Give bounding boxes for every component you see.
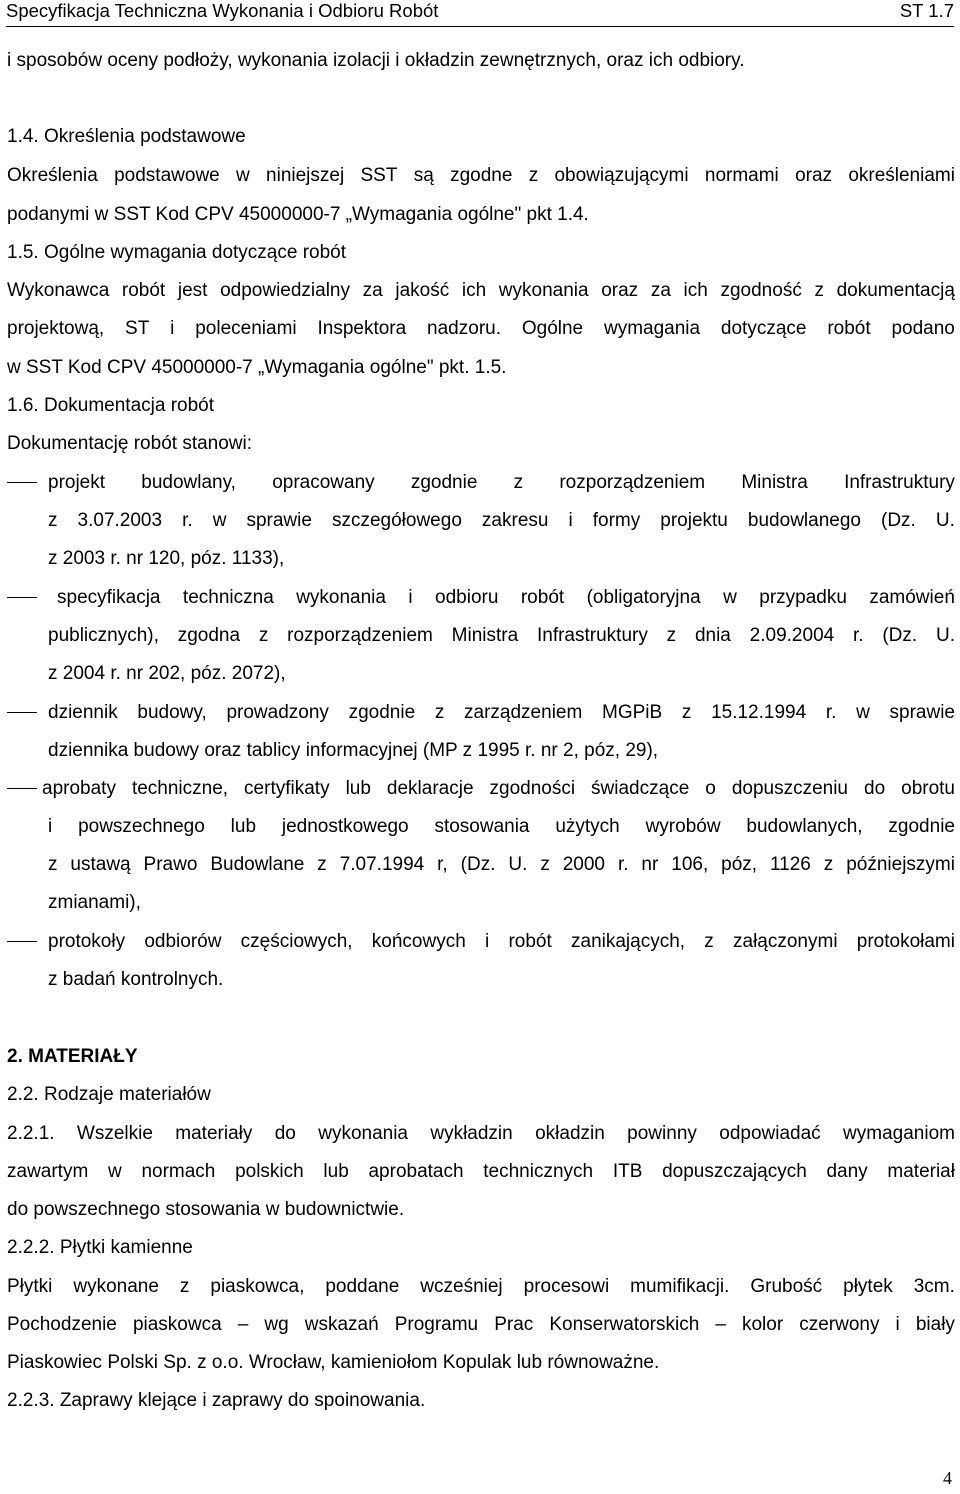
section-heading: 2.2. Rodzaje materiałów: [7, 1084, 211, 1105]
list-item-line: z ustawą Prawo Budowlane z 7.07.1994 r, (Dz. U. z 2000 r. nr 106, póz, 1126 z późniejszymi: [48, 854, 955, 875]
dash-bullet: [7, 597, 37, 598]
section-heading: 1.5. Ogólne wymagania dotyczące robót: [7, 242, 347, 263]
list-item-line: dziennika budowy oraz tablicy informacyjnej (MP z 1995 r. nr 2, póz, 29),: [48, 740, 659, 761]
list-item-line: projekt budowlany, opracowany zgodnie z rozporządzeniem Ministra Infrastruktury: [48, 472, 955, 493]
list-item-line: protokoły odbiorów częściowych, końcowych i robót zanikających, z załączonymi protokołami: [48, 931, 955, 952]
page-header: [6, 0, 954, 27]
chapter-heading: 2. MATERIAŁY: [7, 1046, 138, 1067]
dash-bullet: [7, 712, 37, 713]
list-item-line: specyfikacja techniczna wykonania i odbioru robót (obligatoryjna w przypadku zamówień: [57, 587, 955, 608]
dash-bullet: [7, 941, 37, 942]
list-item-line: z 3.07.2003 r. w sprawie szczegółowego zakresu i formy projektu budowlanego (Dz. U.: [48, 510, 955, 531]
text-line: Płytki wykonane z piaskowca, poddane wcześniej procesowi mumifikacji. Grubość płytek 3cm.: [7, 1276, 955, 1297]
text-line: Pochodzenie piaskowca – wg wskazań Programu Prac Konserwatorskich – kolor czerwony i biały: [7, 1314, 955, 1335]
dash-bullet: [7, 482, 37, 483]
list-item-line: zmianami),: [48, 892, 141, 913]
dash-bullet: [7, 788, 37, 789]
text-line: w SST Kod CPV 45000000-7 „Wymagania ogólne" pkt. 1.5.: [7, 357, 507, 378]
section-heading: 1.4. Określenia podstawowe: [7, 126, 246, 147]
page-number: 4: [943, 1468, 952, 1488]
section-heading: 2.2.2. Płytki kamienne: [7, 1237, 193, 1258]
list-item-line: z 2004 r. nr 202, póz. 2072),: [48, 663, 286, 684]
text-line: zawartym w normach polskich lub aprobatach technicznych ITB dopuszczających dany materiał: [7, 1161, 955, 1182]
text-line: Dokumentację robót stanowi:: [7, 433, 253, 454]
text-line: Piaskowiec Polski Sp. z o.o. Wrocław, kamieniołom Kopulak lub równoważne.: [7, 1352, 660, 1373]
text-line: Określenia podstawowe w niniejszej SST są zgodne z obowiązującymi normami oraz określeniami: [7, 165, 955, 186]
text-line: do powszechnego stosowania w budownictwie.: [7, 1199, 405, 1220]
header-code: ST 1.7: [899, 0, 954, 21]
section-heading: 2.2.3. Zaprawy klejące i zaprawy do spoinowania.: [7, 1390, 426, 1411]
text-line: Wykonawca robót jest odpowiedzialny za jakość ich wykonania oraz za ich zgodność z dokumentacją: [7, 280, 955, 301]
list-item-line: z 2003 r. nr 120, póz. 1133),: [48, 548, 285, 569]
list-item-line: publicznych), zgodna z rozporządzeniem Ministra Infrastruktury z dnia 2.09.2004 r. (Dz. U.: [48, 625, 955, 646]
header-title: Specyfikacja Techniczna Wykonania i Odbioru Robót: [6, 0, 439, 21]
text-line: projektową, ST i poleceniami Inspektora nadzoru. Ogólne wymagania dotyczące robót podano: [7, 318, 955, 339]
text-line: i sposobów oceny podłoży, wykonania izolacji i okładzin zewnętrznych, oraz ich odbiory.: [7, 50, 745, 71]
list-item-line: i powszechnego lub jednostkowego stosowania użytych wyrobów budowlanych, zgodnie: [48, 816, 955, 837]
text-line: podanymi w SST Kod CPV 45000000-7 „Wymagania ogólne" pkt 1.4.: [7, 204, 589, 225]
text-line: 2.2.1. Wszelkie materiały do wykonania wykładzin okładzin powinny odpowiadać wymaganiom: [7, 1123, 955, 1144]
section-heading: 1.6. Dokumentacja robót: [7, 395, 215, 416]
list-item-line: dziennik budowy, prowadzony zgodnie z zarządzeniem MGPiB z 15.12.1994 r. w sprawie: [48, 702, 955, 723]
list-item-line: aprobaty techniczne, certyfikaty lub deklaracje zgodności świadczące o dopuszczeniu do obrotu: [42, 778, 955, 799]
list-item-line: z badań kontrolnych.: [48, 969, 224, 990]
